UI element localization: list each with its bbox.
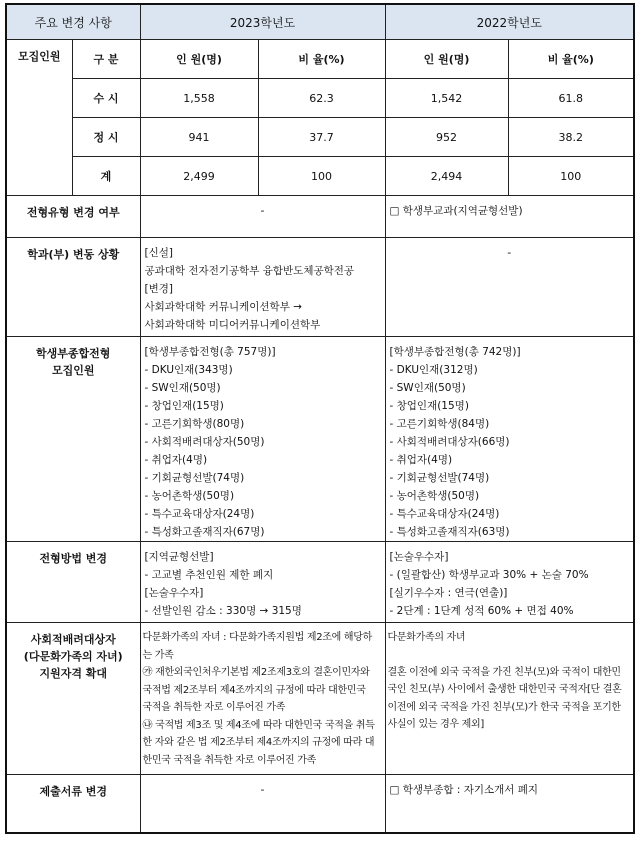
table-row	[6, 118, 634, 157]
ratio-2022: 61.8	[508, 79, 634, 118]
table-row	[6, 157, 634, 196]
header-main-changes: 주요 변경 사항	[6, 4, 140, 40]
list-item: - 고른기회학생(84명)	[389, 418, 490, 430]
count-2023: 2,499	[140, 157, 258, 196]
list-item: - 특성화고졸재직자(67명)	[144, 526, 265, 538]
method-change-row	[6, 542, 634, 623]
division-header: 구 분	[72, 40, 140, 79]
list-item: - 특수교육대상자(24명)	[144, 508, 255, 520]
type-change-label: 전형유형 변경 여부	[6, 196, 140, 238]
list-item: - SW인재(50명)	[389, 382, 466, 394]
dept-change-row	[6, 238, 634, 337]
row-label: 계	[72, 157, 140, 196]
type-change-row	[6, 196, 634, 238]
method-change-2023: [지역균형선발] - 고교별 추천인원 제한 폐지 [논술우수자] - 선발인원 감소 : 330명 → 315명	[140, 542, 385, 623]
list-item: - 특수교육대상자(24명)	[389, 508, 500, 520]
header-2022: 2022학년도	[385, 4, 634, 40]
list-item: - 농어촌학생(50명)	[144, 490, 235, 502]
comprehensive-2023	[140, 337, 385, 542]
list-item: - 기회균형선발(74명)	[144, 472, 245, 484]
list-item: - 기회균형선발(74명)	[389, 472, 490, 484]
documents-2022: □ 학생부종합 : 자기소개서 폐지	[385, 775, 634, 833]
list-item: - 특성화고졸재직자(63명)	[389, 526, 510, 538]
social-row	[6, 623, 634, 775]
list-item: - 고른기회학생(80명)	[144, 418, 245, 430]
row-label: 수 시	[72, 79, 140, 118]
list-item: - 사회적배려대상자(50명)	[144, 436, 265, 448]
list-item: - DKU인재(312명)	[389, 364, 478, 376]
documents-label: 제출서류 변경	[6, 775, 140, 833]
social-2023: 다문화가족의 자녀 : 다문화가족지원법 제2조에 해당하 는 가족 ㉮ 재한외국인처우기본법 제2조제3호의 결혼이민자와 국적법 제2조부터 제4조까지의 규정에 따라 대한민국 국적을 취득한 자로 이루어진 가족 ㉯ 국적법 제3조 및 제4조에 따라 대한민국 국적을 취득 한 자와 같은 법 제2조부터 제4조까지의 규정에 따라 대 한민국 국적을 취득한 자로 이루어진 가족	[140, 623, 385, 775]
list-item: [학생부종합전형(총 757명)]	[144, 346, 276, 358]
list-item: - 농어촌학생(50명)	[389, 490, 480, 502]
ratio-2023: 37.7	[258, 118, 385, 157]
list-item: - DKU인재(343명)	[144, 364, 233, 376]
list-item: - SW인재(50명)	[144, 382, 221, 394]
documents-2023: -	[140, 775, 385, 833]
ratio-header-2023: 비 율(%)	[258, 40, 385, 79]
method-change-2022: [논술우수자] - (일괄합산) 학생부교과 30% + 논술 70% [실기우수자 : 연극(연출)] - 2단계 : 1단계 성적 60% + 면접 40%	[385, 542, 634, 623]
comprehensive-row	[6, 337, 634, 542]
header-row	[6, 4, 634, 40]
count-2023: 1,558	[140, 79, 258, 118]
count-2023: 941	[140, 118, 258, 157]
dept-change-2022: -	[385, 238, 634, 337]
comprehensive-label: 학생부종합전형 모집인원	[6, 337, 140, 542]
list-item: - 창업인재(15명)	[389, 400, 469, 412]
ratio-2023: 100	[258, 157, 385, 196]
count-2022: 1,542	[385, 79, 508, 118]
method-change-label: 전형방법 변경	[6, 542, 140, 623]
ratio-2022: 38.2	[508, 118, 634, 157]
row-label: 정 시	[72, 118, 140, 157]
social-2022: 다문화가족의 자녀 결혼 이전에 외국 국적을 가진 친부(모)와 국적이 대한민 국인 친모(부) 사이에서 출생한 대한민국 국적자[단 결혼 이전에 외국 국적을 가진 친부(모)가 한국 국적을 포기한 사실이 있는 경우 제외]	[385, 623, 634, 775]
list-item: [학생부종합전형(총 742명)]	[389, 346, 521, 358]
count-2022: 952	[385, 118, 508, 157]
count-header-2022: 인 원(명)	[385, 40, 508, 79]
documents-row	[6, 775, 634, 833]
dept-change-2023: [신설] 공과대학 전자전기공학부 융합반도체공학전공 [변경] 사회과학대학 커뮤니케이션학부 → 사회과학대학 미디어커뮤니케이션학부	[140, 238, 385, 337]
table-row	[6, 79, 634, 118]
type-change-2023: -	[140, 196, 385, 238]
ratio-2023: 62.3	[258, 79, 385, 118]
social-label: 사회적배려대상자 (다문화가족의 자녀) 지원자격 확대	[6, 623, 140, 775]
dept-change-label: 학과(부) 변동 상황	[6, 238, 140, 337]
list-item: - 창업인재(15명)	[144, 400, 224, 412]
ratio-2022: 100	[508, 157, 634, 196]
header-2023: 2023학년도	[140, 4, 385, 40]
recruit-label: 모집인원	[6, 40, 72, 196]
type-change-2022: □ 학생부교과(지역균형선발)	[385, 196, 634, 238]
count-header-2023: 인 원(명)	[140, 40, 258, 79]
recruit-head-row	[6, 40, 634, 79]
admission-changes-table	[5, 3, 635, 834]
list-item: - 취업자(4명)	[144, 454, 208, 466]
count-2022: 2,494	[385, 157, 508, 196]
list-item: - 사회적배려대상자(66명)	[389, 436, 510, 448]
comprehensive-2022	[385, 337, 634, 542]
ratio-header-2022: 비 율(%)	[508, 40, 634, 79]
list-item: - 취업자(4명)	[389, 454, 453, 466]
